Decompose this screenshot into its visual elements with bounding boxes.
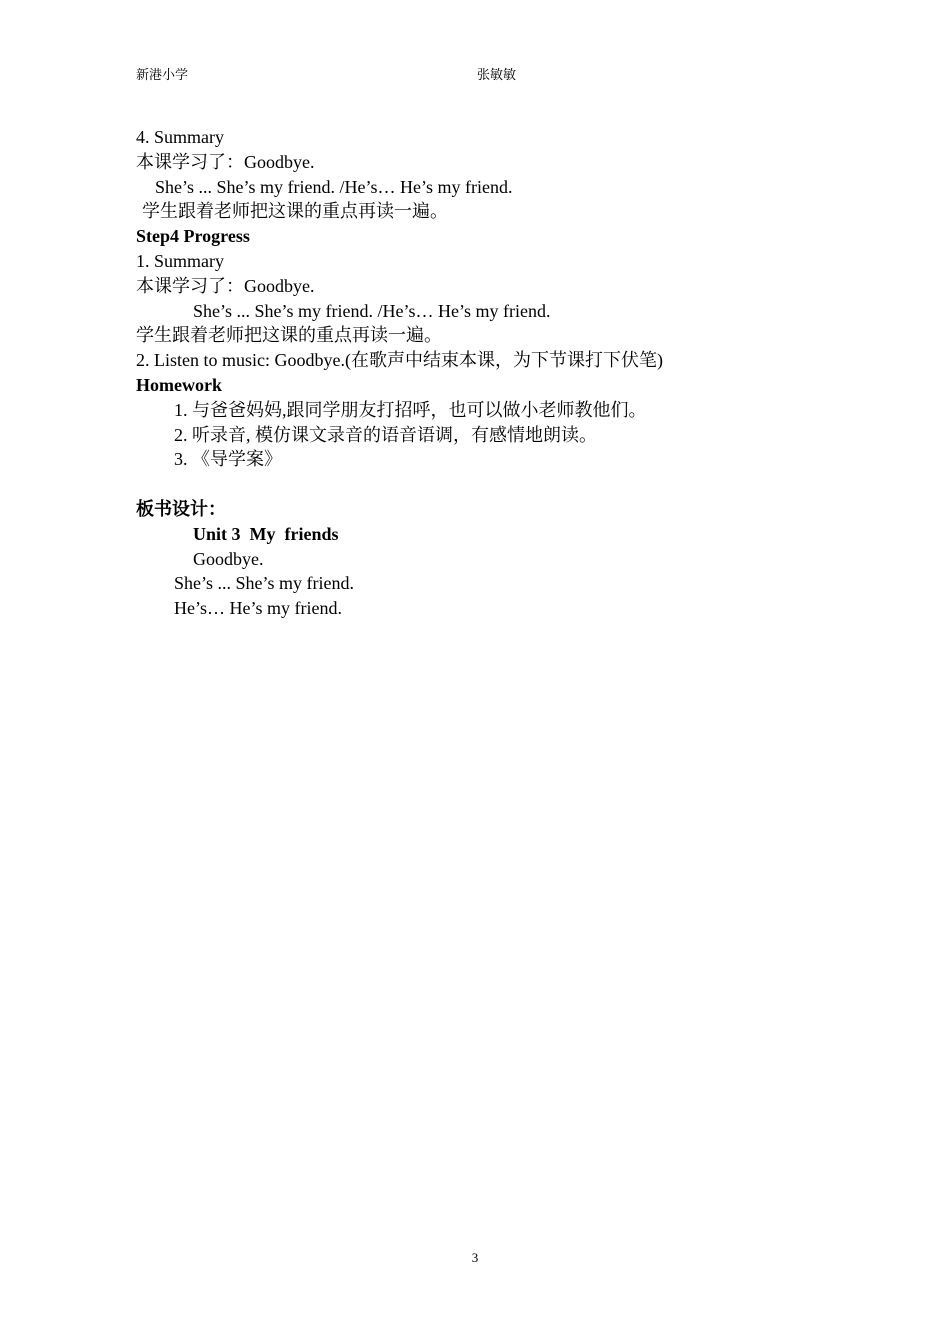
step4-summary-sentence: She’s ... She’s my friend. /He’s… He’s my friend. — [193, 300, 551, 321]
spacer — [136, 472, 836, 497]
board-she-sentence: She’s ... She’s my friend. — [174, 573, 354, 594]
step4-summary-note: 学生跟着老师把这课的重点再读一遍。 — [136, 325, 442, 346]
page-number: 3 — [471, 1250, 479, 1265]
summary-heading: 4. Summary — [136, 127, 224, 147]
board-design-heading: 板书设计： — [136, 498, 226, 519]
summary-note: 学生跟着老师把这课的重点再读一遍。 — [142, 201, 448, 222]
header-school: 新港小学 — [136, 67, 189, 82]
board-he-sentence: He’s… He’s my friend. — [174, 598, 342, 619]
listen-music-item: 2. Listen to music: Goodbye.(在歌声中结束本课，为下节课打下伏笔) — [136, 350, 663, 371]
step4-summary-heading: 1. Summary — [136, 250, 224, 271]
board-unit-title: Unit 3 My friends — [193, 523, 339, 544]
summary-sentence: She’s ... She’s my friend. /He’s… He’s my friend. — [155, 176, 513, 197]
document-body — [136, 125, 836, 621]
homework-item-3: 3. 《导学案》 — [174, 449, 282, 470]
step4-heading: Step4 Progress — [136, 226, 250, 247]
step4-summary-text: 本课学习了：Goodbye. — [136, 275, 315, 296]
homework-item-2: 2. 听录音, 模仿课文录音的语音语调，有感情地朗读。 — [174, 424, 597, 445]
homework-heading: Homework — [136, 374, 222, 395]
board-goodbye: Goodbye. — [193, 548, 264, 569]
summary-text: 本课学习了：Goodbye. — [136, 151, 315, 172]
header-author: 张敏敏 — [477, 67, 517, 82]
homework-item-1: 1. 与爸爸妈妈,跟同学朋友打招呼，也可以做小老师教他们。 — [174, 399, 647, 420]
